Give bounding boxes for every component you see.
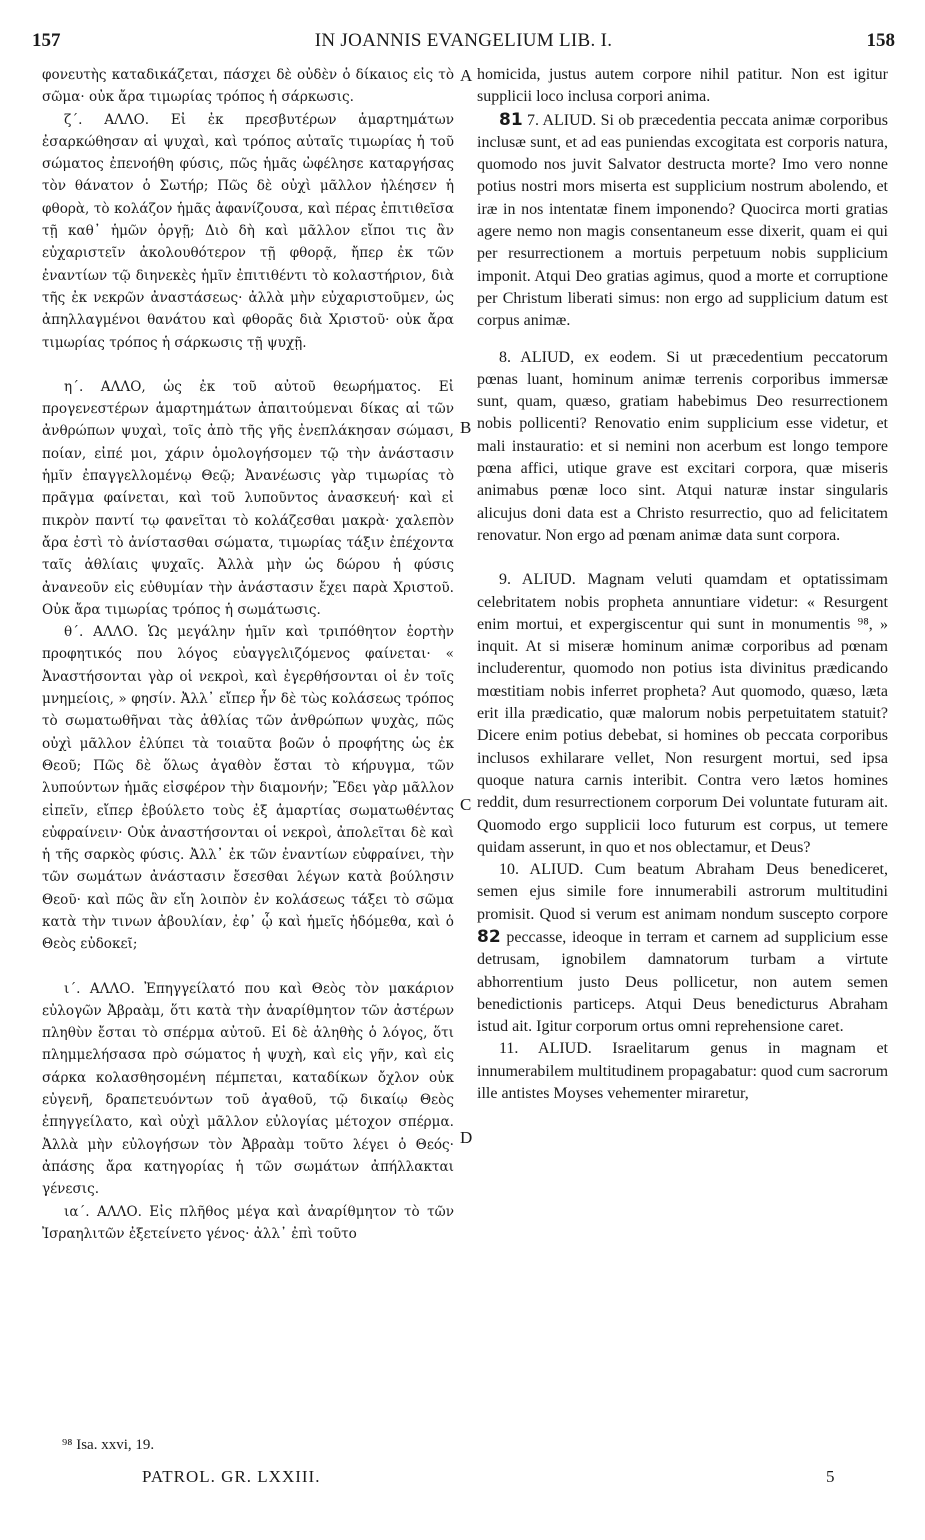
greek-paragraph: ι΄. ΑΛΛΟ. Ἐπηγγείλατό που καὶ Θεὸς τὸν μακάριον εὐλογῶν Ἀβραὰμ, ὅτι κατὰ τὴν ἀναρίθμητον τῶν ἀστέρων πληθὺν ἔσται τὸ σπέρμα αὐτοῦ. Εἰ δὲ ἀληθὴς ὁ λόγος, ὅτι πλημμελήσασα πρὸ σώματος ἡ ψυχὴ, καὶ εἰς γῆν, καὶ εἰς σάρκα κολασθησομένη πέμπεται, καταδίκων ὄχλον οὐκ εὐγενῆ, δραπετευόντων τοῦ ἀγαθοῦ, τῷ δικαίῳ Θεὸς ἐπηγγείλατο, καὶ οὐχὶ μᾶλλον εὐλογίας μέτοχον σπέρμα. Ἀλλὰ μὴν εὐλογήσων τὸν Ἀβραὰμ τοῦτο λέγει ὁ Θεός· ἀπάσης ἄρα κατηγορίας ἡ τῶν σωμάτων ἀπήλλακται γένεσις. xyxy=(42,980,454,1198)
footnote: ⁹⁸ Isa. xxvi, 19. xyxy=(62,1437,155,1453)
latin-paragraph: 11. ALIUD. Israelitarum genus in magnam et innumerabilem multitudinem propagabatur: quod cum sacrorum ille antistes Moyses vehementer miraretur, xyxy=(477,1040,889,1103)
signature-mark: 5 xyxy=(826,1467,835,1486)
greek-column xyxy=(42,64,454,1245)
greek-paragraph: ια΄. ΑΛΛΟ. Εἰς πλῆθος μέγα καὶ ἀναρίθμητον τὸ τῶν Ἰσραηλιτῶν ἐξετείνετο γένος· ἀλλ᾽ ἐπὶ τοῦτο xyxy=(42,1203,454,1242)
margin-marker-a: A xyxy=(460,66,473,85)
margin-marker-c: C xyxy=(460,795,472,814)
running-header xyxy=(32,30,895,56)
latin-paragraph: homicida, justus autem corpore nihil patitur. Non est igitur supplicii loco inclusa corpori anima. xyxy=(477,66,888,106)
greek-paragraph: η΄. ΑΛΛΟ, ὡς ἐκ τοῦ αὐτοῦ θεωρήματος. Εἰ προγενεστέρων ἁμαρτημάτων ἀπαιτούμεναι δίκας αἱ τῶν ἀνθρώπων ψυχαὶ, τοῖς ἀπὸ τῆς γῆς ἐνεπλάκησαν σώμασι, ποίαν, εἰπέ μοι, χάριν ὁμολογήσομεν τῷ τὴν ἀνάστασιν ἡμῖν ἐπαγγελλομένῳ Θεῷ; Ἀνανέωσις γὰρ τιμωρίας τὸ πρᾶγμα φαίνεται, καὶ τοῦ λυποῦντος ἀνασκευή· καὶ εἰ πικρὸν παντί τῳ φανεῖται τὸ κολάζεσθαι μακρὰ· χαλεπὸν ἄρα ἐστὶ τὸ ἀνίστασθαι σώματα, τιμωρίας τάξιν ἐπέχοντα ταῖς ἀθλίαις ψυχαῖς. Ἀλλὰ μὴν ὡς δώρου ἡ φύσις ἀνανεοῦν εἰς εὐθυμίαν τὴν ἀνάστασιν ἔχει παρὰ Χριστοῦ. Οὐκ ἄρα τιμωρίας τρόπος ἡ σωμάτωσις. xyxy=(42,378,454,618)
column-number: 82 xyxy=(477,926,501,947)
margin-marker-d: D xyxy=(460,1128,473,1147)
margin-marker-b: B xyxy=(460,418,472,437)
column-number: 81 xyxy=(499,109,523,130)
running-title: IN JOANNIS EVANGELIUM LIB. I. xyxy=(314,30,613,51)
greek-paragraph: ζ΄. ΑΛΛΟ. Εἰ ἐκ πρεσβυτέρων ἁμαρτημάτων ἐσαρκώθησαν αἱ ψυχαὶ, καὶ τρόπος αὐταῖς τιμωρίας ἡ τοῦ σώματος ἐπενοήθη φύσις, πῶς ἡμᾶς ὠφέλησε καταργήσας τὸν θάνατον ὁ Σωτήρ; Πῶς δὲ οὐχὶ μᾶλλον ἠλέησεν ἡ φθορὰ, τὸ κολάζον ἡμᾶς ἀφανίζουσα, καὶ πέρας ἐπιτιθεῖσα τῇ καθ᾽ ἡμῶν ὀργῇ; Διὸ δὴ καὶ μᾶλλον εἴποι τις ἂν εὐχαριστεῖν ἀκολουθότερον τῇ φθορᾷ, ἤπερ ἐκ τῶν ἐναντίων τῷ διηνεκὲς ἡμῖν ἐπιτιθέντι τὸ κολαστήριον, διὰ τῆς ἐκ νεκρῶν ἀναστάσεως· ἀλλὰ μὴν εὐχαριστοῦμεν, ὡς ἀπηλλαγμένοι θανάτου καὶ φθορᾶς διὰ Χριστοῦ· οὐκ ἄρα τιμωρίας τρόπος ἡ σάρκωσις τῇ ψυχῇ. xyxy=(42,111,454,351)
series-footer: PATROL. GR. LXXIII. xyxy=(142,1467,321,1486)
greek-paragraph: φονευτὴς καταδικάζεται, πάσχει δὲ οὐδὲν ὁ δίκαιος εἰς τὸ σῶμα· οὐκ ἄρα τιμωρίας τρόπος ἡ σάρκωσις. xyxy=(42,67,454,106)
latin-paragraph: 8. ALIUD, ex eodem. Si ut præcedentium peccatorum pœnas luant, hominum animæ terrenis corporibus immersæ sunt, quam, quæso, gratiam habebimus Deo resurrectionem nobis pollicenti? Renovatio enim supplicium esse videtur, et mali instauratio: et si nemini non acerbum est longo tempore pœna affici, utique grave est excitari corpora, quæ miseris animabus pœnæ loco sint. Atqui naturæ instar singularis alicujus doni data est a Christo resurrectio, quo ad felicitatem renovatur. Non ergo ad pœnam animæ data sunt corpora. xyxy=(477,348,888,544)
latin-paragraph: 81 7. ALIUD. Si ob præcedentia peccata animæ corporibus inclusæ sunt, et ad eas puniendas excogitata est corporis natura, quomodo nos juvit Salvator destructa morte? Imo vero nonne potius nostri mors miserta est supplicium nostrum abolendo, et iræ in nos intentatæ finem imponendo? Quocirca morti gratias agere nemo non magis consentaneum esse dixerit, quam ei qui per resurrectionem a mortuis perpetuum nobis supplicium imponit. Atqui Deo gratias agimus, quod a morte et corruptione per Christum liberati simus: non ergo ad supplicium datum est corpus animæ. xyxy=(477,109,888,330)
greek-paragraph: θ΄. ΑΛΛΟ. Ὡς μεγάλην ἡμῖν καὶ τριπόθητον ἑορτὴν προφητικός που λόγος εὐαγγελιζόμενος φαίνεται· « Ἀναστήσονται γὰρ οἱ νεκροὶ, καὶ ἐγερθήσονται οἱ ἐν τοῖς μνημείοις, » φησίν. Ἀλλ᾽ εἴπερ ἦν δὲ τὼς κολάσεως τρόπος τὸ σωματωθῆναι τὰς ἀθλίας τῶν ἀνθρώπων ψυχὰς, πῶς οὐχὶ μᾶλλον ἐλύπει τὰ τοιαῦτα βοῶν ὁ προφήτης ὡς ἐκ Θεοῦ; Πῶς δὲ ὅλως ἀγαθὸν ἔσται τὸ κήρυγμα, τῶν λυπούντων ἡμᾶς εἰσφέρον τὴν διαμονήν; Ἔδει γὰρ μᾶλλον εἰπεῖν, εἴπερ ἐβούλετο τοὺς ἐξ ἁμαρτίας σωματωθέντας εὐφραίνειν· Οὐκ ἀναστήσονται οἱ νεκροὶ, ἀπολεῖται δὲ καὶ ἡ τῆς σαρκὸς φύσις. Ἀλλ᾽ ἐκ τῶν ἐναντίων εὐφραίνει, τὴν τῶν σωμάτων ἀνάστασιν ἔσεσθαι λέγων κατὰ βούλησιν Θεοῦ· καὶ πῶς ἂν εἴη λοιπὸν ἐν κολάσεως τάξει τὸ σῶμα κατὰ τὴν τινων ἀβουλίαν, ἐφ᾽ ᾧ καὶ ἡμεῖς ἡδόμεθα, καὶ ὁ Θεὸς εὐδοκεῖ; xyxy=(42,624,454,953)
page-number-right: 158 xyxy=(866,30,895,51)
latin-paragraph: 10. ALIUD. Cum beatum Abraham Deus benediceret, semen ejus simile fore innumerabili astrorum multitudini promisit. Quod si verum est animam nondum suscepto corpore 82 peccasse, ideoque in terram et carnem ad supplicium esse detrusam, ignobilem damnatorum turbam a virtute abhorrentium justo Deus pollicetur, non autem semen benedictionis particeps. Atqui Deus benedicturus Abraham istud ait. Igitur corporum ortus omni reprehensione caret. xyxy=(477,861,889,1036)
page-number-left: 157 xyxy=(32,30,61,51)
latin-paragraph: 9. ALIUD. Magnam veluti quamdam et optatissimam celebritatem nobis propheta annuntiare videtur: « Resurgent enim mortui, et expergiscentur qui sunt in monumentis ⁹⁸, » inquit. At si miseræ hominum animæ corporibus ad pœnam includerentur, quomodo non potius ista divinitus prædicando mœstitiam nobis inferret propheta? Aut quomodo, quæso, læta erit illa prædicatio, quæ malorum nobis perpetuitatem statuit? Dicere enim potius debebat, si homines ob peccata corporibus inclusos exhilarare vellet, Non resurgent mortui, sed ipsa quoque natura carnis interibit. Contra vero lætos homines reddit, dum resurrectionem corporum Dei voluntate futuram ait. Quomodo ergo supplicii loco futurum est corpus, ut temere quidam asserunt, in quo et nos oblectamur, et Deus? xyxy=(477,571,888,856)
latin-column xyxy=(477,64,888,1105)
